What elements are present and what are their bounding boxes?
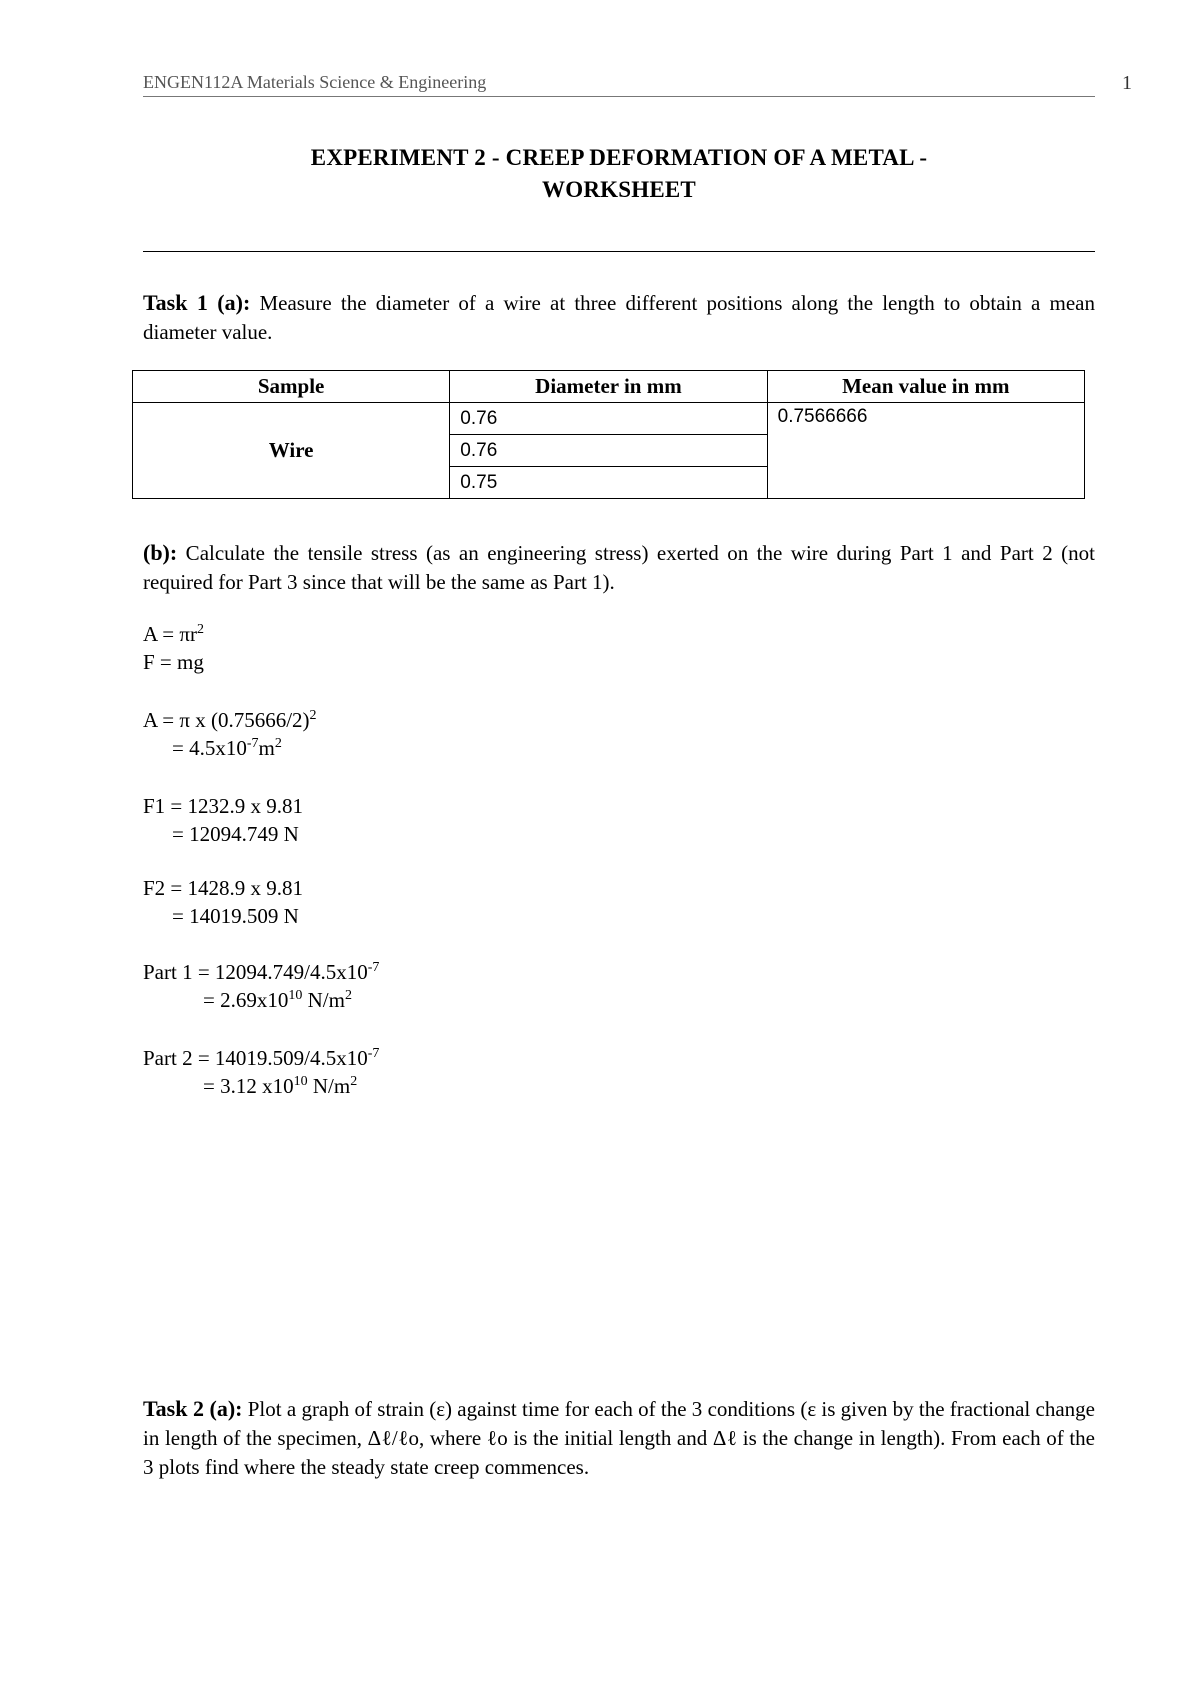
area-formula: $A = \pi r^2$ [143, 622, 204, 646]
title-divider [143, 251, 1095, 252]
task1-paragraph [143, 288, 1095, 347]
header-divider [143, 96, 1095, 97]
task1-text: Measure the diameter of a wire at three different positions along the length to obtain a mean diameter value. [143, 291, 1095, 344]
table-header-sample: Sample [133, 371, 450, 403]
task2-text: Plot a graph of strain (ε) against time for each of the 3 conditions (ε is given by the fractional change in length of the specimen, Δℓ/ℓo, where ℓo is the initial length and Δℓ is the change in length). From each of the 3 plots find where the steady state creep commences. [143, 1397, 1095, 1479]
diameter-table [132, 370, 1085, 499]
document-title-line2: WORKSHEET [542, 177, 696, 202]
f1-calculation: F1 = 1232.9 x 9.81 [143, 794, 304, 818]
part2-calculation: Part $2 = 14019.509/4.5x10^{-7}$ [143, 1046, 380, 1070]
table-row [133, 403, 1085, 435]
table-header-mean: Mean value in mm [767, 371, 1084, 403]
f1-result: = 12094.749 N [172, 822, 299, 846]
part1-calculation: Part $1 = 12094.749/4.5x10^{-7}$ [143, 960, 380, 984]
partb-paragraph [143, 538, 1095, 597]
area-result: = $4.5x10^{-7}m^2$ [172, 736, 282, 760]
area-calculation: A = π x $(0.75666/2)^2$ [143, 708, 317, 732]
diameter-cell-2: 0.76 [450, 435, 767, 467]
diameter-cell-1: 0.76 [450, 403, 767, 435]
mean-cell: 0.7566666 [767, 403, 1084, 499]
force-formula: F = mg [143, 650, 204, 674]
task2-label: Task 2 (a): [143, 1396, 243, 1421]
partb-text: Calculate the tensile stress (as an engineering stress) exerted on the wire during Part 1 and Part 2 (not required for Part 3 since that will be the same as Part 1). [143, 541, 1095, 594]
diameter-cell-3: 0.75 [450, 467, 767, 499]
partb-label: (b): [143, 540, 178, 565]
table-header-row [133, 371, 1085, 403]
task1-label: Task 1 (a): [143, 290, 251, 315]
running-header: ENGEN112A Materials Science & Engineering [143, 72, 487, 92]
task2-paragraph [143, 1394, 1095, 1482]
document-title-line1: EXPERIMENT 2 - CREEP DEFORMATION OF A METAL - [310, 145, 928, 170]
page-number: 1 [1122, 72, 1132, 94]
part2-result: = 3.12 $x10^{10}$ $N/m^2$ [203, 1074, 358, 1098]
f2-calculation: F2 = 1428.9 x 9.81 [143, 876, 304, 900]
table-header-diameter: Diameter in mm [450, 371, 767, 403]
f2-result: = 14019.509 N [172, 904, 299, 928]
sample-cell: Wire [133, 403, 450, 499]
part1-result: = $2.69x10^{10}$ $N/m^2$ [203, 988, 352, 1012]
